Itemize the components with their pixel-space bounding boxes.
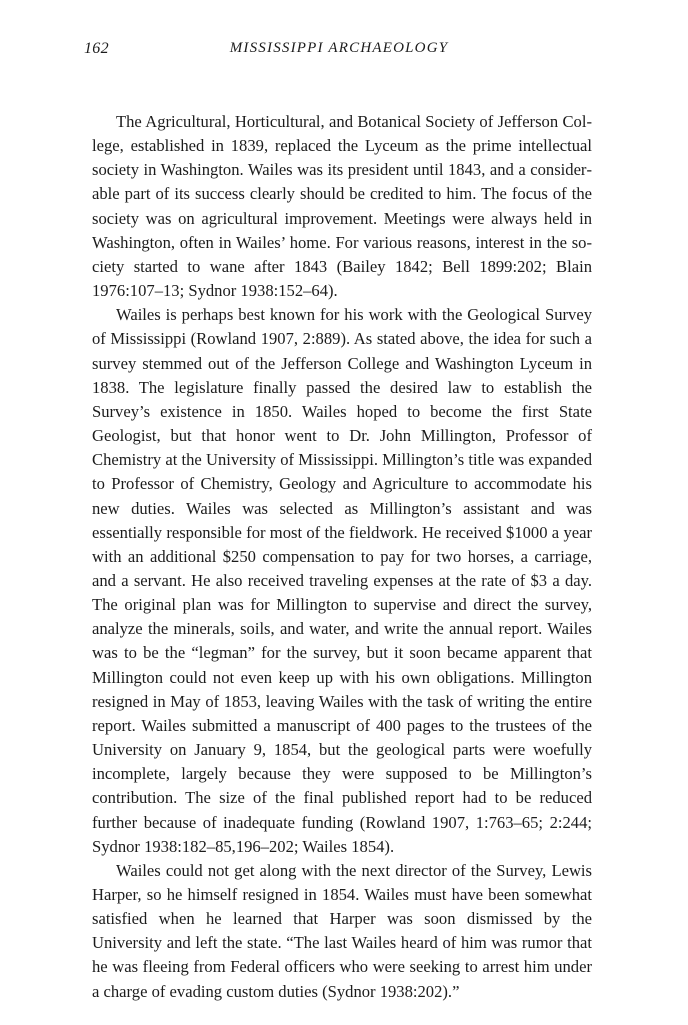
running-head xyxy=(84,40,594,64)
body-text xyxy=(92,110,592,1004)
paragraph: Wailes is perhaps best known for his work with the Geological Survey of Mississippi (Rowland 1907, 2:889). As stated above, the idea for such a survey stemmed out of the Jefferson College and Washington Lyceum in 1838. The legislature finally passed the desired law to establish the Survey’s existence in 1850. Wailes hoped to become the first State Geologist, but that honor went to Dr. John Millington, Professor of Chemistry at the University of Mississippi. Millington’s title was expanded to Professor of Chemistry, Geology and Agriculture to accommodate his new duties. Wailes was selected as Millington’s assistant and was essentially responsible for most of the fieldwork. He received $1000 a year with an additional $250 compensation to pay for two horses, a carriage, and a servant. He also received traveling expenses at the rate of $3 a day. The original plan was for Millington to supervise and direct the survey, analyze the minerals, soils, and water, and write the annual report. Wailes was to be the “legman” for the survey, but it soon became apparent that Millington could not even keep up with his own obligations. Millington resigned in May of 1853, leaving Wailes with the task of writing the entire report. Wailes submitted a manuscript of 400 pages to the trustees of the University on January 9, 1854, but the geological parts were woefully incomplete, largely because they were supposed to be Millington’s contribution. The size of the final published report had to be reduced further because of inadequate funding (Rowland 1907, 1:763–65; 2:244; Sydnor 1938:182–85,196–202; Wailes 1854). xyxy=(92,305,592,856)
journal-title: MISSISSIPPI ARCHAEOLOGY xyxy=(229,40,449,56)
page-number: 162 xyxy=(84,40,109,57)
paragraph: The Agricultural, Horticultural, and Botanical Society of Jefferson College, established in 1839, replaced the Lyceum as the prime intellectual society in Washington. Wailes was its president until 1843, and a considerable part of its success clearly should be credited to him. The focus of the society was on agricultural improvement. Meetings were always held in Washington, often in Wailes’ home. For various reasons, interest in the society started to wane after 1843 (Bailey 1842; Bell 1899:202; Blain 1976:107–13; Sydnor 1938:152–64). xyxy=(92,112,592,301)
paragraph: Wailes could not get along with the next director of the Survey, Lewis Harper, so he himself resigned in 1854. Wailes must have been somewhat satisfied when he learned that Harper was soon dismissed by the University and left the state. “The last Wailes heard of him was rumor that he was fleeing from Federal officers who were seeking to arrest him under a charge of evading custom duties (Sydnor 1938:202).” xyxy=(92,860,592,1001)
